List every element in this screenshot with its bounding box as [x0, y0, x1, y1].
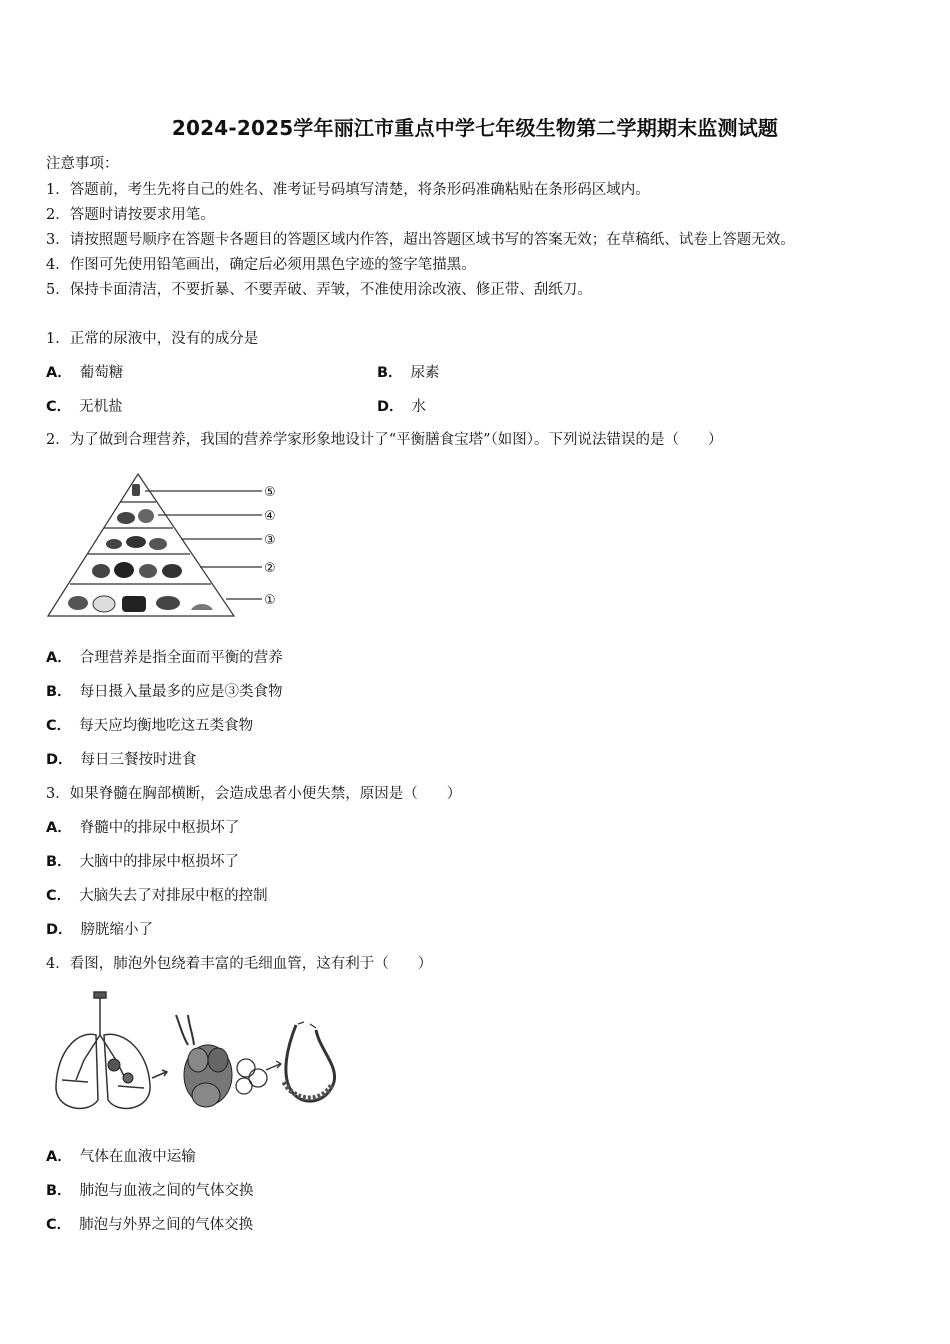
note-item: 4．作图可先使用铅笔画出，确定后必须用黑色字迹的签字笔描黑。 — [46, 257, 476, 273]
option-a: A． 气体在血液中运输 — [46, 1149, 196, 1165]
question-stem: 2．为了做到合理营养，我国的营养学家形象地设计了“平衡膳食宝塔”（如图）。下列说法错误的是（ ） — [46, 432, 723, 448]
option-b: B． 大脑中的排尿中枢损坏了 — [46, 854, 240, 870]
notes-heading: 注意事项： — [46, 156, 119, 172]
question-stem: 1．正常的尿液中，没有的成分是 — [46, 331, 259, 347]
option-a: A． 脊髓中的排尿中枢损坏了 — [46, 820, 240, 836]
option-c: C． 每天应均衡地吃这五类食物 — [46, 718, 254, 734]
pyramid-label-3: ③ — [264, 533, 276, 548]
option-b: B． 尿素 — [377, 365, 440, 381]
option-c: C． 肺泡与外界之间的气体交换 — [46, 1217, 254, 1233]
pyramid-label-5: ⑤ — [264, 485, 276, 500]
food-pyramid-figure — [46, 470, 296, 620]
note-item: 2．答题时请按要求用笔。 — [46, 207, 215, 223]
option-c: C． 大脑失去了对排尿中枢的控制 — [46, 888, 268, 904]
lung-alveoli-illustration — [48, 990, 343, 1120]
option-d: D． 水 — [377, 399, 427, 415]
pyramid-label-2: ② — [264, 561, 276, 576]
page-title: 2024-2025学年丽江市重点中学七年级生物第二学期期末监测试题 — [171, 116, 779, 140]
option-a: A． 合理营养是指全面而平衡的营养 — [46, 650, 283, 666]
food-pyramid-illustration — [46, 470, 296, 620]
note-item: 3．请按照题号顺序在答题卡各题目的答题区域内作答，超出答题区域书写的答案无效；在草稿纸、试卷上答题无效。 — [46, 232, 795, 248]
question-stem: 3．如果脊髓在胸部横断，会造成患者小便失禁，原因是（ ） — [46, 786, 462, 802]
note-item: 5．保持卡面清洁，不要折暴、不要弄破、弄皱，不准使用涂改液、修正带、刮纸刀。 — [46, 282, 592, 298]
option-a: A． 葡萄糖 — [46, 365, 124, 381]
option-d: D． 每日三餐按时进食 — [46, 752, 197, 768]
lung-alveoli-figure — [48, 990, 343, 1120]
option-b: B． 肺泡与血液之间的气体交换 — [46, 1183, 254, 1199]
note-item: 1．答题前，考生先将自己的姓名、准考证号码填写清楚，将条形码准确粘贴在条形码区域内。 — [46, 182, 650, 198]
pyramid-label-4: ④ — [264, 509, 276, 524]
option-d: D． 膀胱缩小了 — [46, 922, 154, 938]
option-c: C． 无机盐 — [46, 399, 123, 415]
question-stem: 4．看图，肺泡外包绕着丰富的毛细血管，这有利于（ ） — [46, 956, 433, 972]
option-b: B． 每日摄入量最多的应是③类食物 — [46, 684, 283, 700]
pyramid-label-1: ① — [264, 593, 276, 608]
